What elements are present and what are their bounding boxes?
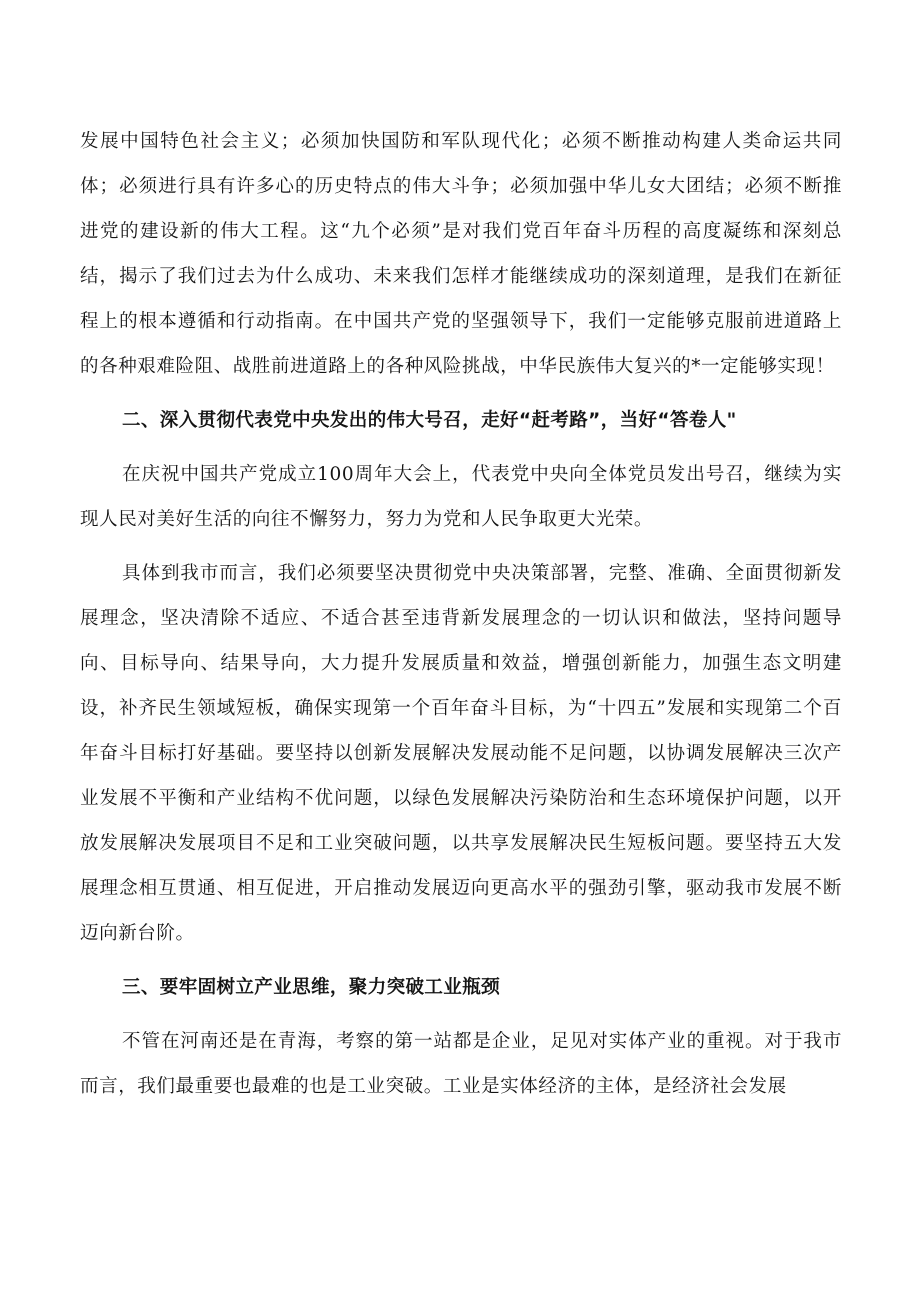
section-heading-3: 三、要牢固树立产业思维，聚力突破工业瓶颈 [122, 977, 501, 998]
document-body [80, 119, 842, 1109]
paragraph-continuation: 发展中国特色社会主义；必须加快国防和军队现代化；必须不断推动构建人类命运共同体；必须进行具有许多心的历史特点的伟大斗争；必须加强中华儿女大团结；必须不断推进党的建设新的伟大工程。这“九个必须”是对我们党百年奋斗历程的高度凝练和深刻总结，揭示了我们过去为什么成功、未来我们怎样才能继续成功的深刻道理，是我们在新征程上的根本遵循和行动指南。在中国共产党的坚强领导下，我们一定能够克服前进道路上的各种艰难险阻、战胜前进道路上的各种风险挑战，中华民族伟大复兴的*一定能够实现！ [80, 131, 842, 377]
paragraph-development-concept: 具体到我市而言，我们必须要坚决贯彻党中央决策部署，完整、准确、全面贯彻新发展理念，坚决清除不适应、不适合甚至违背新发展理念的一切认识和做法，坚持问题导向、目标导向、结果导向，大力提升发展质量和效益，增强创新能力，加强生态文明建设，补齐民生领域短板，确保实现第一个百年奋斗目标，为“十四五”发展和实现第二个百年奋斗目标打好基础。要坚持以创新发展解决发展动能不足问题，以协调发展解决三次产业发展不平衡和产业结构不优问题，以绿色发展解决污染防治和生态环境保护问题，以开放发展解决发展项目不足和工业突破问题，以共享发展解决民生短板问题。要坚持五大发展理念相互贯通、相互促进，开启推动发展迈向更高水平的强劲引擎，驱动我市发展不断迈向新台阶。 [80, 563, 842, 944]
section-heading-2: 二、深入贯彻代表党中央发出的伟大号召，走好“赶考路”，当好“答卷人" [122, 410, 737, 431]
paragraph-industry: 不管在河南还是在青海，考察的第一站都是企业，足见对实体产业的重视。对于我市而言，我们最重要也最难的也是工业突破。工业是实体经济的主体，是经济社会发展 [80, 1031, 842, 1097]
paragraph-call-to-action: 在庆祝中国共产党成立100周年大会上，代表党中央向全体党员发出号召，继续为实现人民对美好生活的向往不懈努力，努力为党和人民争取更大光荣。 [80, 464, 842, 530]
